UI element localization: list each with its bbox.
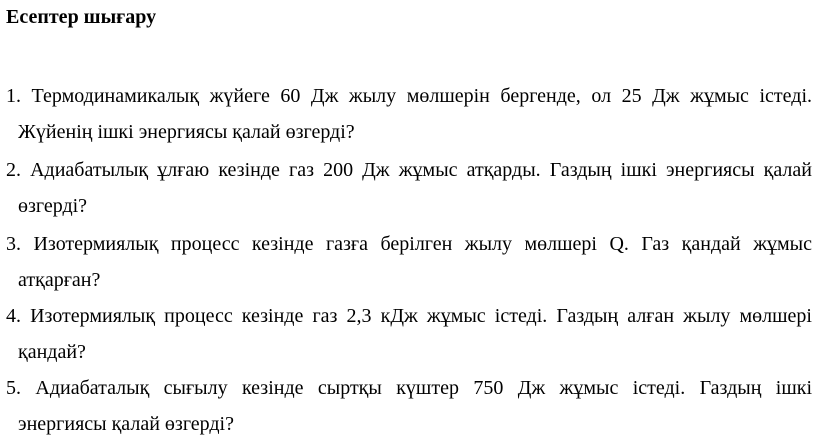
problem-2 <box>6 152 812 224</box>
problem-4-line-2: қандай? <box>18 341 86 363</box>
problem-5 <box>6 370 812 442</box>
problem-2-line-1: 2. Адиабатылық ұлғаю кезінде газ 200 Дж жұмыс атқарды. Газдың ішкі энергиясы қалай <box>6 159 812 181</box>
problem-4 <box>6 298 812 370</box>
problem-5-line-2: энергиясы қалай өзгерді? <box>18 413 234 435</box>
problem-1-line-2: Жүйенің ішкі энергиясы қалай өзгерді? <box>18 121 355 143</box>
problem-2-line-2: өзгерді? <box>18 195 88 217</box>
problem-4-line-1: 4. Изотермиялық процесс кезінде газ 2,3 кДж жұмыс істеді. Газдың алған жылу мөлшері <box>6 305 812 327</box>
problem-3-line-1: 3. Изотермиялық процесс кезінде газға берілген жылу мөлшері Q. Газ қандай жұмыс <box>6 233 812 255</box>
problem-1 <box>6 78 812 150</box>
problem-3-line-2: атқарған? <box>18 269 101 291</box>
problem-3 <box>6 226 812 298</box>
problem-1-line-1: 1. Термодинамикалық жүйеге 60 Дж жылу мөлшерін бергенде, ол 25 Дж жұмыс істеді. <box>6 85 812 107</box>
problem-5-line-1: 5. Адиабаталық сығылу кезінде сыртқы күштер 750 Дж жұмыс істеді. Газдың ішкі <box>6 377 812 399</box>
page-title: Есептер шығару <box>6 6 157 28</box>
